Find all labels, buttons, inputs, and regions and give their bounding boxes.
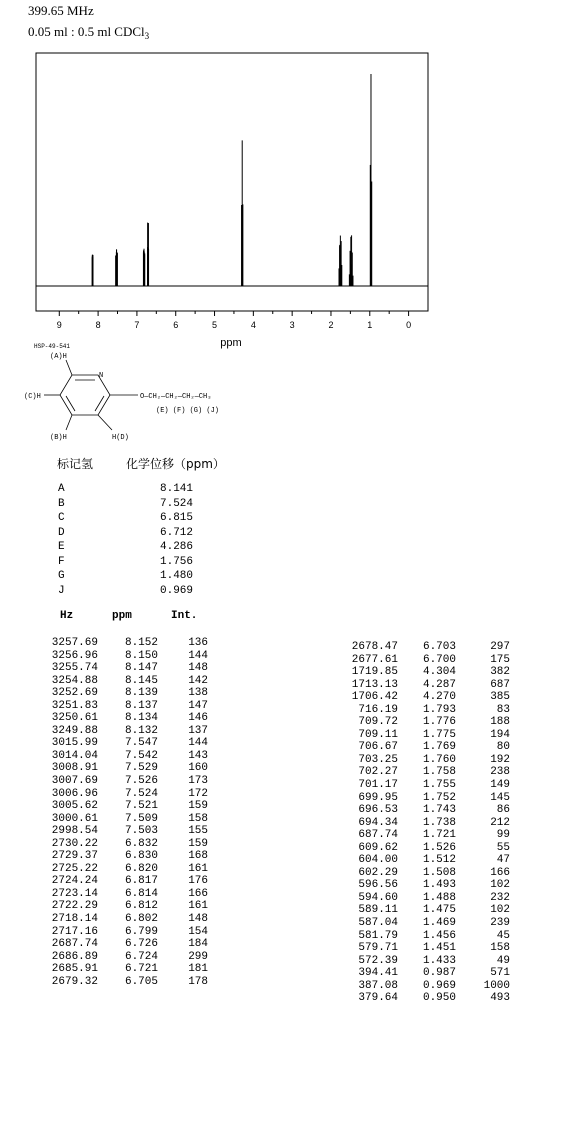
peak-int: 172 xyxy=(188,787,208,800)
peak-hz: 2686.89 xyxy=(51,950,98,963)
peak-ppm: 7.547 xyxy=(124,737,158,750)
peak-ppm: 8.139 xyxy=(124,687,158,700)
peak-ppm: 0.950 xyxy=(422,992,456,1005)
peak-int: 168 xyxy=(188,850,208,863)
peak-hz: 587.04 xyxy=(358,917,398,930)
peak-hz: 1706.42 xyxy=(351,691,398,704)
assignment-shift: 1.756 xyxy=(160,555,194,568)
peak-hz: 3250.61 xyxy=(51,712,98,725)
peak-ppm: 1.743 xyxy=(422,804,456,817)
peak-int: 158 xyxy=(188,812,208,825)
label-b: (B)H xyxy=(50,434,67,442)
peak-int: 192 xyxy=(490,753,510,766)
peak-ppm: 6.705 xyxy=(124,975,158,988)
peak-hz: 701.17 xyxy=(358,779,398,792)
peak-hz: 1719.85 xyxy=(351,666,398,679)
peak-int: 176 xyxy=(188,875,208,888)
peak-int: 45 xyxy=(496,929,510,942)
peak-hz: 3007.69 xyxy=(51,775,98,788)
peak-hz: 2717.16 xyxy=(51,925,98,938)
peak-ppm: 1.475 xyxy=(422,904,456,917)
assignment-shift: 6.712 xyxy=(160,526,194,539)
peak-ppm: 6.817 xyxy=(124,875,158,888)
assignment-label: B xyxy=(58,497,65,510)
peak-int: 212 xyxy=(490,816,510,829)
peak-ppm: 8.132 xyxy=(124,724,158,737)
peak-hz: 3005.62 xyxy=(51,800,98,813)
peak-hz: 2724.24 xyxy=(51,875,98,888)
peak-ppm: 8.150 xyxy=(124,649,158,662)
peak-ppm: 7.524 xyxy=(124,787,158,800)
peak-hz: 2730.22 xyxy=(51,837,98,850)
peak-int: 385 xyxy=(490,691,510,704)
x-tick-label: 7 xyxy=(134,320,140,330)
peak-ppm: 8.147 xyxy=(124,662,158,675)
peak-ppm: 1.526 xyxy=(422,841,456,854)
assignment-shift: 8.141 xyxy=(160,483,194,495)
x-tick-label: 6 xyxy=(173,320,179,330)
peak-ppm: 6.820 xyxy=(124,862,158,875)
peak-hz: 702.27 xyxy=(358,766,398,779)
peak-hz: 604.00 xyxy=(358,854,398,867)
peak-hz: 3257.69 xyxy=(51,637,98,649)
peak-hz: 716.19 xyxy=(358,703,398,716)
assignment-label: E xyxy=(58,541,65,553)
peak-ppm: 6.832 xyxy=(124,837,158,850)
assignment-label: D xyxy=(58,526,65,539)
x-tick-label: 0 xyxy=(406,320,412,330)
assignment-label: J xyxy=(58,584,65,597)
peak-ppm: 6.726 xyxy=(124,938,158,951)
spectrometer-frequency: 399.65 MHz xyxy=(28,3,94,18)
peak-hz: 579.71 xyxy=(358,942,398,955)
peak-hz: 387.08 xyxy=(358,979,398,992)
peak-ppm: 1.738 xyxy=(422,816,456,829)
peak-hz: 3256.96 xyxy=(51,649,98,662)
peak-int: 158 xyxy=(490,942,510,955)
peak-ppm: 1.775 xyxy=(422,728,456,741)
peak-int: 181 xyxy=(188,963,208,976)
peak-int: 144 xyxy=(188,737,208,750)
compound-code: HSP-49-541 xyxy=(34,343,71,350)
peak-hz: 3255.74 xyxy=(51,662,98,675)
peak-ppm: 6.799 xyxy=(124,925,158,938)
x-tick-label: 2 xyxy=(328,320,334,330)
peak-ppm: 8.137 xyxy=(124,699,158,712)
molecule-structure xyxy=(0,338,300,443)
peak-ppm: 1.776 xyxy=(422,716,456,729)
assignment-row xyxy=(58,511,193,526)
peak-int: 239 xyxy=(490,917,510,930)
peak-hz: 394.41 xyxy=(358,967,398,980)
header-int: Int. xyxy=(171,610,198,622)
peak-ppm: 8.145 xyxy=(124,674,158,687)
peak-int: 166 xyxy=(490,866,510,879)
x-tick-label: 1 xyxy=(367,320,373,330)
x-tick-label: 5 xyxy=(212,320,218,330)
peak-ppm: 1.456 xyxy=(422,929,456,942)
peak-int: 146 xyxy=(188,712,208,725)
peak-int: 99 xyxy=(496,829,510,842)
assignment-row xyxy=(58,526,193,541)
peak-ppm: 1.769 xyxy=(422,741,456,754)
peak-int: 1000 xyxy=(483,979,510,992)
peak-int: 155 xyxy=(188,825,208,838)
peak-hz: 609.62 xyxy=(358,841,398,854)
peak-hz: 2679.32 xyxy=(51,975,98,988)
peak-int: 188 xyxy=(490,716,510,729)
peak-hz: 3008.91 xyxy=(51,762,98,775)
peak-int: 47 xyxy=(496,854,510,867)
peak-int: 145 xyxy=(490,791,510,804)
peak-hz: 2725.22 xyxy=(51,862,98,875)
peak-ppm: 4.287 xyxy=(422,678,456,691)
x-tick-label: 4 xyxy=(250,320,256,330)
peak-hz: 572.39 xyxy=(358,954,398,967)
peak-hz: 3252.69 xyxy=(51,687,98,700)
peak-int: 148 xyxy=(188,913,208,926)
peak-hz: 2718.14 xyxy=(51,913,98,926)
peak-hz: 581.79 xyxy=(358,929,398,942)
peak-int: 159 xyxy=(188,837,208,850)
assignment-shift: 6.815 xyxy=(160,512,194,524)
peak-int: 299 xyxy=(188,950,208,963)
peak-hz: 2677.61 xyxy=(351,653,398,666)
assignment-label: A xyxy=(58,483,65,495)
peak-ppm: 6.700 xyxy=(422,653,456,666)
assignment-shift: 0.969 xyxy=(160,584,194,597)
peak-ppm: 6.703 xyxy=(422,641,456,653)
peak-ppm: 1.433 xyxy=(422,954,456,967)
peak-hz: 2722.29 xyxy=(51,900,98,913)
label-d: H(D) xyxy=(112,434,129,442)
peak-ppm: 1.758 xyxy=(422,766,456,779)
peak-hz: 3006.96 xyxy=(51,787,98,800)
header-hz: Hz xyxy=(60,610,74,622)
peak-ppm: 1.493 xyxy=(422,879,456,892)
peak-ppm: 7.503 xyxy=(124,825,158,838)
assignment-header xyxy=(57,455,225,472)
peak-int: 142 xyxy=(188,674,208,687)
peak-int: 136 xyxy=(188,637,208,649)
peak-ppm: 7.521 xyxy=(124,800,158,813)
assignment-label: G xyxy=(58,570,65,582)
x-axis-label: ppm xyxy=(220,337,242,349)
assignment-label: C xyxy=(58,512,65,524)
peak-ppm: 1.760 xyxy=(422,753,456,766)
peak-ppm: 4.270 xyxy=(422,691,456,704)
peak-hz: 1713.13 xyxy=(351,678,398,691)
peak-int: 149 xyxy=(490,779,510,792)
peak-ppm: 1.721 xyxy=(422,829,456,842)
peak-int: 102 xyxy=(490,904,510,917)
peak-hz: 3249.88 xyxy=(51,724,98,737)
peak-int: 382 xyxy=(490,666,510,679)
peak-int: 297 xyxy=(490,641,510,653)
peak-int: 159 xyxy=(188,800,208,813)
peak-hz: 602.29 xyxy=(358,866,398,879)
peak-hz: 696.53 xyxy=(358,804,398,817)
peak-ppm: 6.830 xyxy=(124,850,158,863)
peak-ppm: 1.752 xyxy=(422,791,456,804)
peak-int: 80 xyxy=(496,741,510,754)
peak-hz: 2687.74 xyxy=(51,938,98,951)
peak-hz: 379.64 xyxy=(358,992,398,1005)
peak-hz: 699.95 xyxy=(358,791,398,804)
assign-col-shift: 化学位移（ppm） xyxy=(126,457,225,471)
peak-ppm: 6.812 xyxy=(124,900,158,913)
peak-hz: 2998.54 xyxy=(51,825,98,838)
assignment-row xyxy=(58,540,193,555)
solvent-subscript: 3 xyxy=(144,31,150,41)
peak-int: 49 xyxy=(496,954,510,967)
peak-int: 148 xyxy=(188,662,208,675)
assignment-row xyxy=(58,584,193,599)
peak-int: 137 xyxy=(188,724,208,737)
peak-int: 238 xyxy=(490,766,510,779)
peak-ppm: 7.529 xyxy=(124,762,158,775)
peak-int: 493 xyxy=(490,992,510,1005)
peak-int: 102 xyxy=(490,879,510,892)
peak-hz: 2678.47 xyxy=(351,641,398,653)
alkyl-chain: O—CH₂—CH₂—CH₂—CH₃ xyxy=(140,393,212,401)
peak-ppm: 1.488 xyxy=(422,891,456,904)
solvent-text: 0.05 ml : 0.5 ml CDCl xyxy=(28,24,145,39)
peak-ppm: 1.512 xyxy=(422,854,456,867)
chain-labels: (E) (F) (G) (J) xyxy=(156,407,220,415)
peak-hz: 687.74 xyxy=(358,829,398,842)
peak-hz: 596.56 xyxy=(358,879,398,892)
peak-hz: 709.11 xyxy=(358,728,398,741)
peak-int: 571 xyxy=(490,967,510,980)
peak-lines xyxy=(92,74,372,286)
peak-int: 160 xyxy=(188,762,208,775)
peak-int: 55 xyxy=(496,841,510,854)
peak-ppm: 0.969 xyxy=(422,979,456,992)
peak-ppm: 6.721 xyxy=(124,963,158,976)
peak-int: 687 xyxy=(490,678,510,691)
peak-hz: 2685.91 xyxy=(51,963,98,976)
peak-ppm: 0.987 xyxy=(422,967,456,980)
peak-hz: 703.25 xyxy=(358,753,398,766)
peak-int: 184 xyxy=(188,938,208,951)
peak-ppm: 1.793 xyxy=(422,703,456,716)
peak-hz: 594.60 xyxy=(358,891,398,904)
assignment-table xyxy=(58,482,193,598)
peak-int: 166 xyxy=(188,887,208,900)
peak-int: 232 xyxy=(490,891,510,904)
peak-ppm: 1.508 xyxy=(422,866,456,879)
peak-int: 161 xyxy=(188,900,208,913)
peak-hz: 3251.83 xyxy=(51,699,98,712)
assignment-row xyxy=(58,555,193,570)
peak-hz: 3000.61 xyxy=(51,812,98,825)
peak-ppm: 6.802 xyxy=(124,913,158,926)
peak-hz: 709.72 xyxy=(358,716,398,729)
assignment-label: F xyxy=(58,555,65,568)
plot-frame xyxy=(36,53,428,311)
peak-int: 194 xyxy=(490,728,510,741)
assign-col-label: 标记氢 xyxy=(57,457,94,471)
peak-hz: 706.67 xyxy=(358,741,398,754)
peak-hz: 694.34 xyxy=(358,816,398,829)
peak-int: 161 xyxy=(188,862,208,875)
peak-int: 138 xyxy=(188,687,208,700)
peak-ppm: 7.526 xyxy=(124,775,158,788)
x-tick-label: 9 xyxy=(56,320,62,330)
peak-int: 175 xyxy=(490,653,510,666)
assignment-row xyxy=(58,497,193,512)
peak-ppm: 6.724 xyxy=(124,950,158,963)
peak-ppm: 8.134 xyxy=(124,712,158,725)
assignment-row xyxy=(58,569,193,584)
peak-int: 143 xyxy=(188,749,208,762)
peak-int: 147 xyxy=(188,699,208,712)
peak-int: 154 xyxy=(188,925,208,938)
assignment-shift: 4.286 xyxy=(160,541,194,553)
assignment-shift: 7.524 xyxy=(160,497,194,510)
assignment-shift: 1.480 xyxy=(160,570,194,582)
peak-ppm: 1.451 xyxy=(422,942,456,955)
peak-hz: 3015.99 xyxy=(51,737,98,750)
peak-hz: 589.11 xyxy=(358,904,398,917)
peak-int: 83 xyxy=(496,703,510,716)
x-tick-label: 8 xyxy=(95,320,101,330)
peak-ppm: 6.814 xyxy=(124,887,158,900)
pyridine-ring xyxy=(44,360,138,430)
header-ppm: ppm xyxy=(112,610,132,622)
x-axis-ticks xyxy=(57,311,411,330)
peak-hz: 2729.37 xyxy=(51,850,98,863)
peak-ppm: 1.469 xyxy=(422,917,456,930)
peak-ppm: 7.509 xyxy=(124,812,158,825)
ring-nitrogen: N xyxy=(99,372,104,380)
label-a: (A)H xyxy=(50,353,67,361)
peak-ppm: 7.542 xyxy=(124,749,158,762)
peak-hz: 3254.88 xyxy=(51,674,98,687)
peak-int: 178 xyxy=(188,975,208,988)
assignment-row xyxy=(58,482,193,497)
peak-ppm: 8.152 xyxy=(124,637,158,649)
peak-hz: 2723.14 xyxy=(51,887,98,900)
peak-int: 173 xyxy=(188,775,208,788)
peak-hz: 3014.04 xyxy=(51,749,98,762)
peak-ppm: 4.304 xyxy=(422,666,456,679)
peak-int: 144 xyxy=(188,649,208,662)
x-tick-label: 3 xyxy=(289,320,295,330)
peak-ppm: 1.755 xyxy=(422,779,456,792)
peak-int: 86 xyxy=(496,804,510,817)
label-c: (C)H xyxy=(24,393,41,401)
